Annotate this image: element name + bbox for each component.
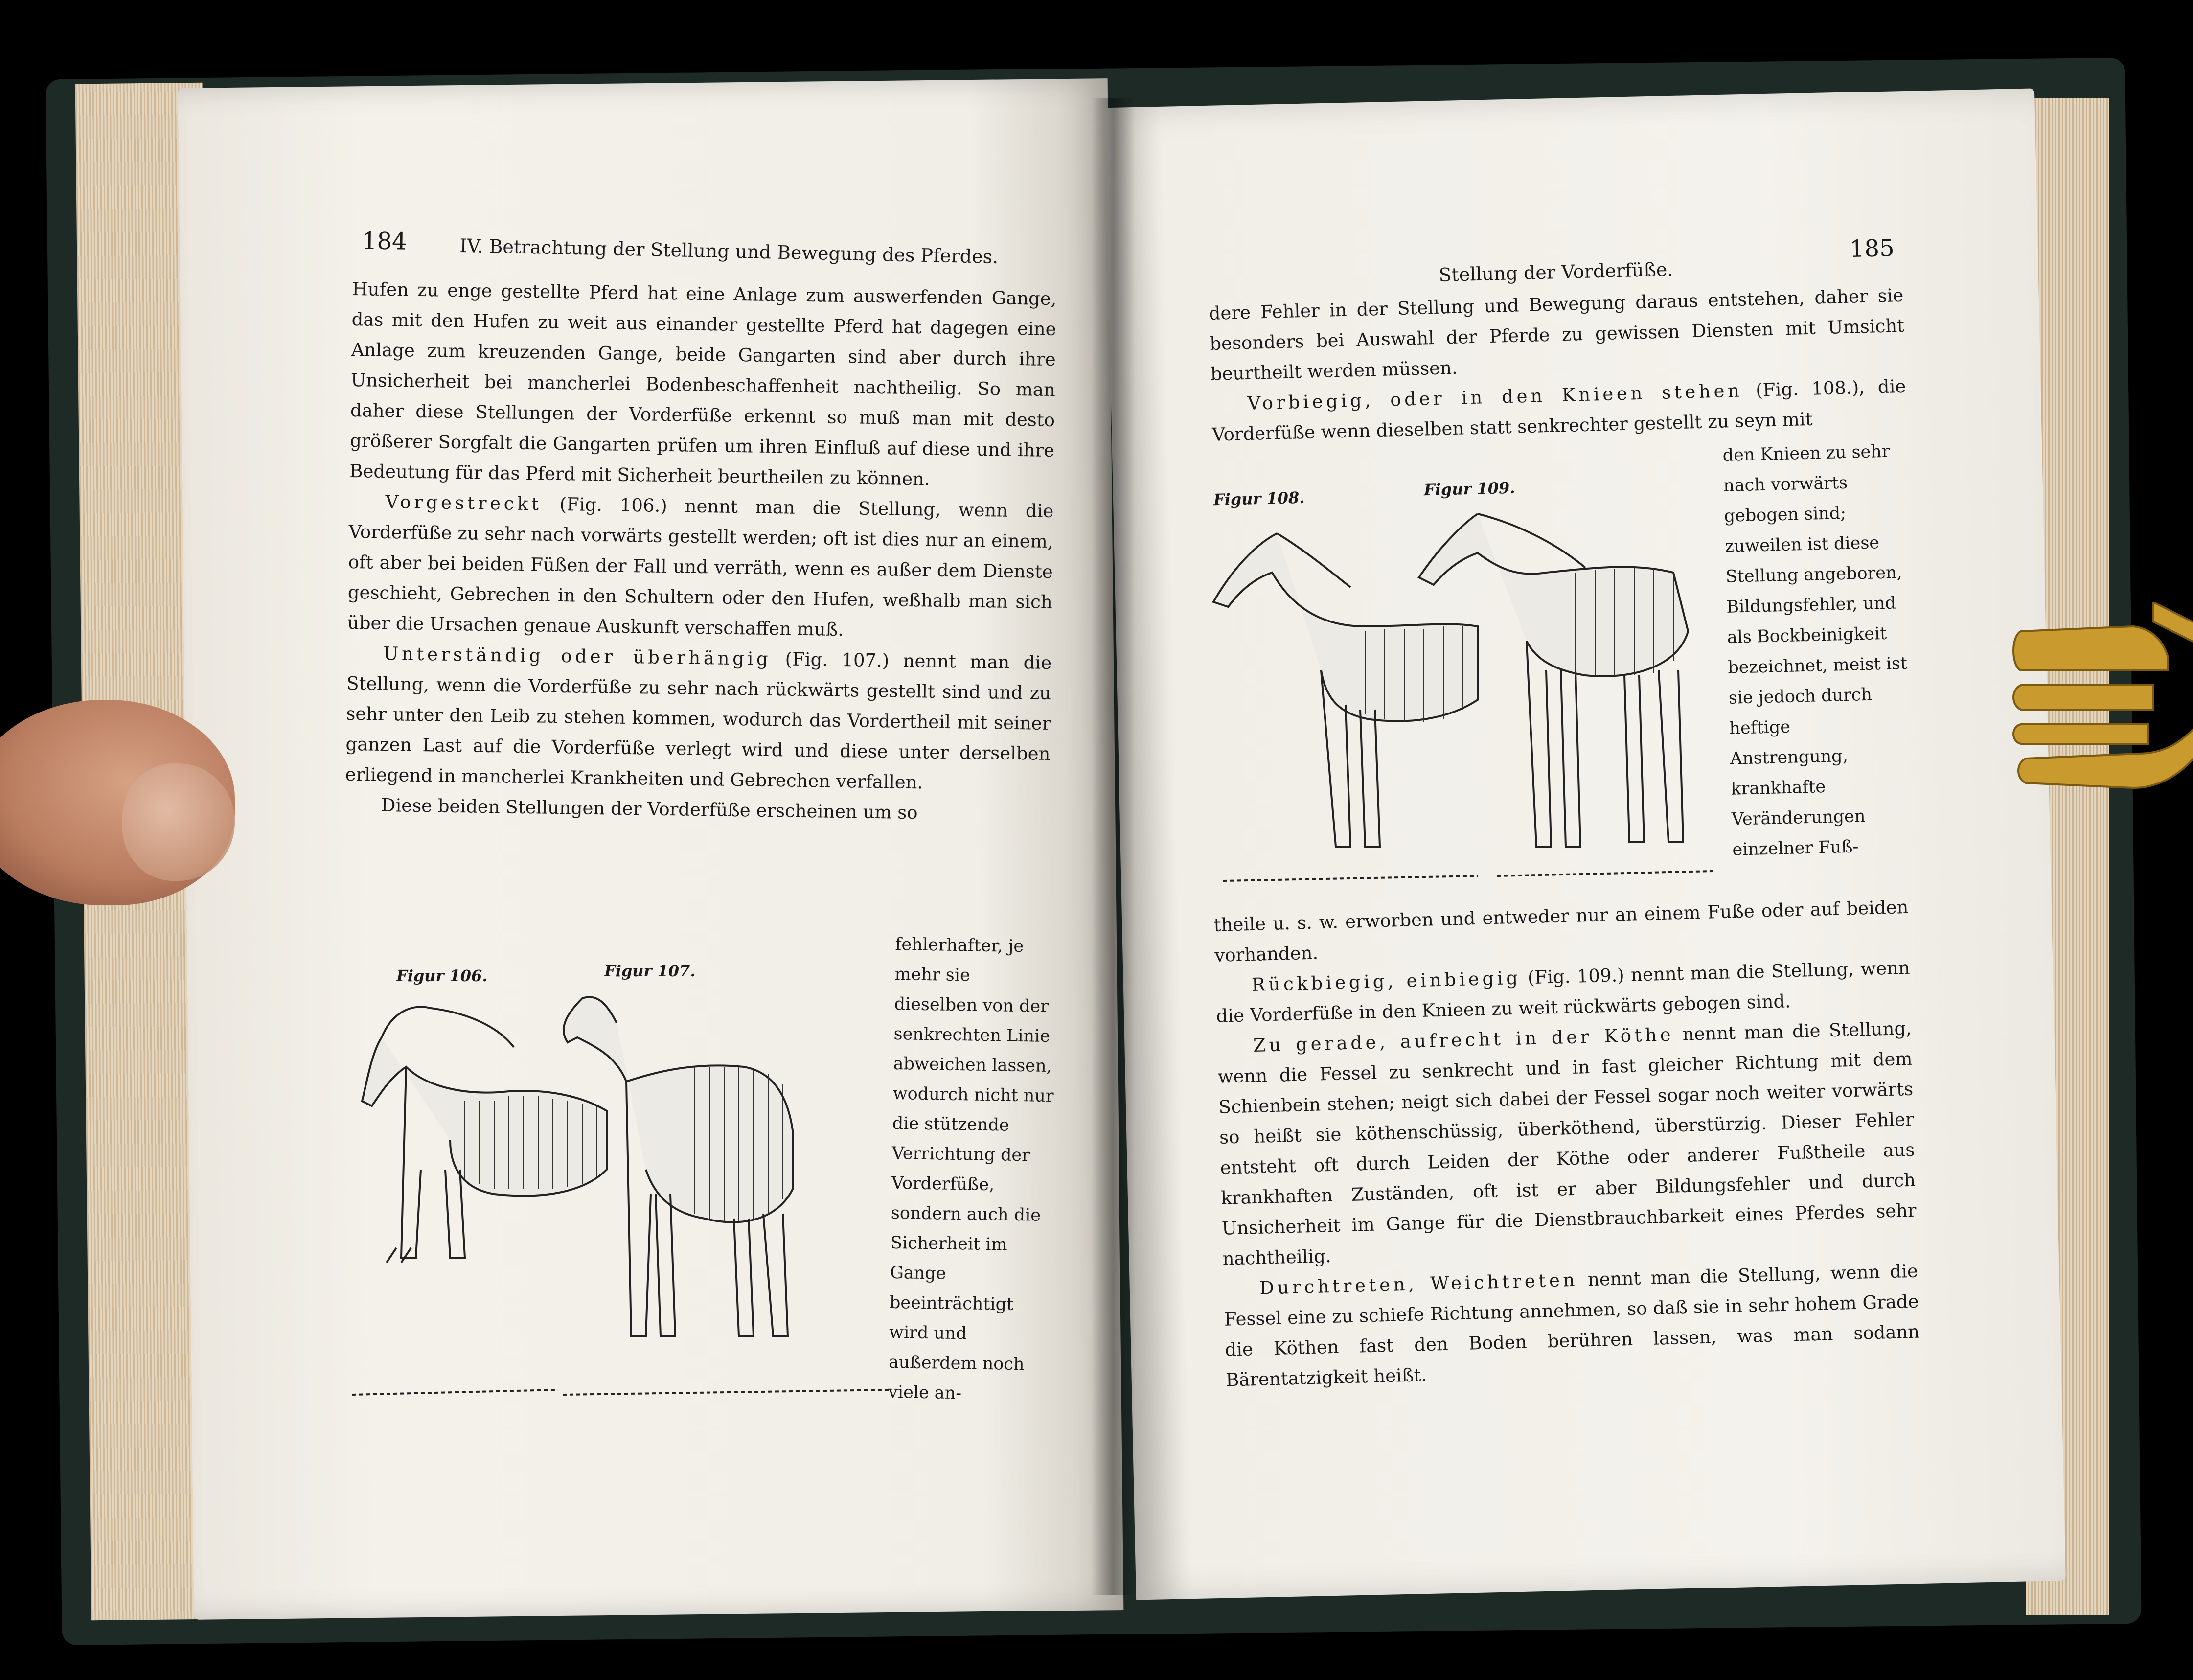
- term-rueckbiegig: Rückbiegig, einbiegig: [1251, 967, 1522, 996]
- left-running-head: IV. Betrachtung der Stellung und Bewegung des Pferdes.: [459, 235, 999, 268]
- right-paragraph-vorbiegig-text: (Fig. 108.), die Vorderfüße wenn dieselben statt senkrechter gestellt zu seyn mit: [1211, 375, 1906, 445]
- right-text-column-top: [1209, 280, 1907, 450]
- term-zu-gerade: Zu gerade, aufrecht in der Köthe: [1253, 1024, 1674, 1056]
- left-paragraph-vorgestreckt-text: (Fig. 106.) nennt man die Stellung, wenn die Vorderfüße zu sehr nach vorwärts gestellt werden; oft ist dies nur an einem, oft aber bei beiden Füßen der Fall und verräth, wenn es außer dem Dienste geschieht, Gebrechen in den Schultern oder den Hufen, weßhalb man sich über die Ursachen genaue Auskunft verschaffen muß.: [347, 493, 1054, 641]
- term-vorbiegig: Vorbiegig, oder in den Knieen stehen: [1247, 380, 1743, 414]
- left-paragraph-unterstaendig-text: (Fig. 107.) nennt man die Stellung, wenn die Vorderfüße zu sehr nach rückwärts gestellt sind und zu sehr unter den Leib zu stehen kommen, wodurch das Vordertheil mit seiner ganzen Last auf die Vorderfüße verlegt wird und diese unter derselben erliegend in mancherlei Krankheiten und Gebrechen verfallen.: [345, 648, 1052, 793]
- left-paragraph-vorgestreckt: [347, 486, 1054, 648]
- right-paragraph-durchtreten-text: nennt man die Stellung, wenn die Fessel eine zu schiefe Richtung annehmen, so daß sie in sehr hohem Grade die Köthen fast den Boden berühren lassen, was man sodann Bärentatzigkeit heißt.: [1224, 1260, 1920, 1391]
- left-wrap-text: fehlerhafter, je mehr sie dieselben von der senkrechten Linie abweichen lassen, wodurch nicht nur die stützende Verrichtung der Vorderfüße, sondern auch die Sicherheit im Gange beeinträchtigt wird und außerdem noch viele an-: [888, 934, 1054, 1404]
- book-gutter: [1091, 98, 1135, 1595]
- right-paragraph-zu-gerade-text: nennt man die Stellung, wenn die Fessel zu senkrecht und in fast gleicher Richtung mit dem Schienbein stehen; neigt sich dabei der Fessel sogar noch weiter vorwärts so heißt sie köthenschüssig, überköthend, überstürzig. Dieser Fehler entsteht oft durch Leiden der Köthe oder anderer Fußtheile aus krankhaften Zuständen, oft ist er aber Bildungsfehler und durch Unsicherheit im Gange für die Dienstbrauchbarkeit eines Pferdes sehr nachtheilig.: [1217, 1017, 1917, 1269]
- brass-page-holder: [2006, 602, 2193, 807]
- figure-106-label: Figur 106.: [396, 967, 488, 985]
- right-paragraph-top: dere Fehler in der Stellung und Bewegung daraus entstehen, daher sie besonders bei Auswahl der Pferde zu gewissen Diensten mit Umsicht beurtheilt werden müssen.: [1209, 284, 1905, 385]
- left-paragraph-1: Hufen zu enge gestellte Pferd hat eine Anlage zum auswerfenden Gange, das mit den Hufen zu weit aus einander gestellte Pferd hat dagegen eine Anlage zum kreuzenden Gange, beide Gangarten sind aber durch ihre Unsicherheit bei mancherlei Bodenbeschaffenheit nachtheilig. So man daher diese Stellungen der Vorderfüße erkennt so muß man mit desto größerer Sorgfalt die Gangarten prüfen um ihren Einfluß auf diese und ihre Bedeutung für das Pferd mit Sicherheit beurtheilen zu können.: [349, 278, 1057, 490]
- right-paragraph-vorbiegig-end: theile u. s. w. erworben und entweder nur an einem Fuße oder auf beiden vorhanden.: [1213, 896, 1909, 966]
- horse-illustration-fig-106-107: [352, 984, 900, 1424]
- left-text-column: [344, 274, 1056, 830]
- right-wrap-text: den Knieen zu sehr nach vorwärts gebogen sind; zuweilen ist diese Stellung angeboren, Bildungsfehler, und als Bockbeinigkeit bezeichnet, meist ist sie jedoch durch heftige Anstrengung, krankhafte Veränderungen einzelner Fuß-: [1722, 441, 1908, 860]
- term-vorgestreckt: Vorgestreckt: [385, 491, 543, 515]
- term-unterstaendig: Unterständig oder überhängig: [383, 643, 772, 670]
- figure-108-label: Figur 108.: [1213, 488, 1305, 509]
- right-page-number: 185: [1849, 234, 1895, 263]
- horse-illustration-fig-108-109: [1204, 504, 1722, 915]
- right-paragraph-rueckbiegig-text: (Fig. 109.) nennt man die Stellung, wenn die Vorderfüße in den Knieen zu weit rückwärts gebogen sind.: [1216, 957, 1911, 1027]
- term-durchtreten: Durchtreten, Weichtreten: [1259, 1269, 1578, 1299]
- right-paragraph-durchtreten: [1223, 1256, 1920, 1396]
- left-page-number: 184: [362, 227, 408, 255]
- thumbnail: [122, 763, 235, 881]
- right-text-column-bottom: [1213, 892, 1920, 1396]
- right-paragraph-zu-gerade: [1216, 1013, 1917, 1274]
- left-paragraph-diese-start: Diese beiden Stellungen der Vorderfüße erscheinen um so: [381, 794, 918, 824]
- left-paragraph-unterstaendig: [345, 638, 1051, 800]
- figure-109-label: Figur 109.: [1423, 478, 1515, 500]
- figure-107-label: Figur 107.: [604, 962, 696, 980]
- right-running-head: Stellung der Vorderfüße.: [1439, 258, 1673, 286]
